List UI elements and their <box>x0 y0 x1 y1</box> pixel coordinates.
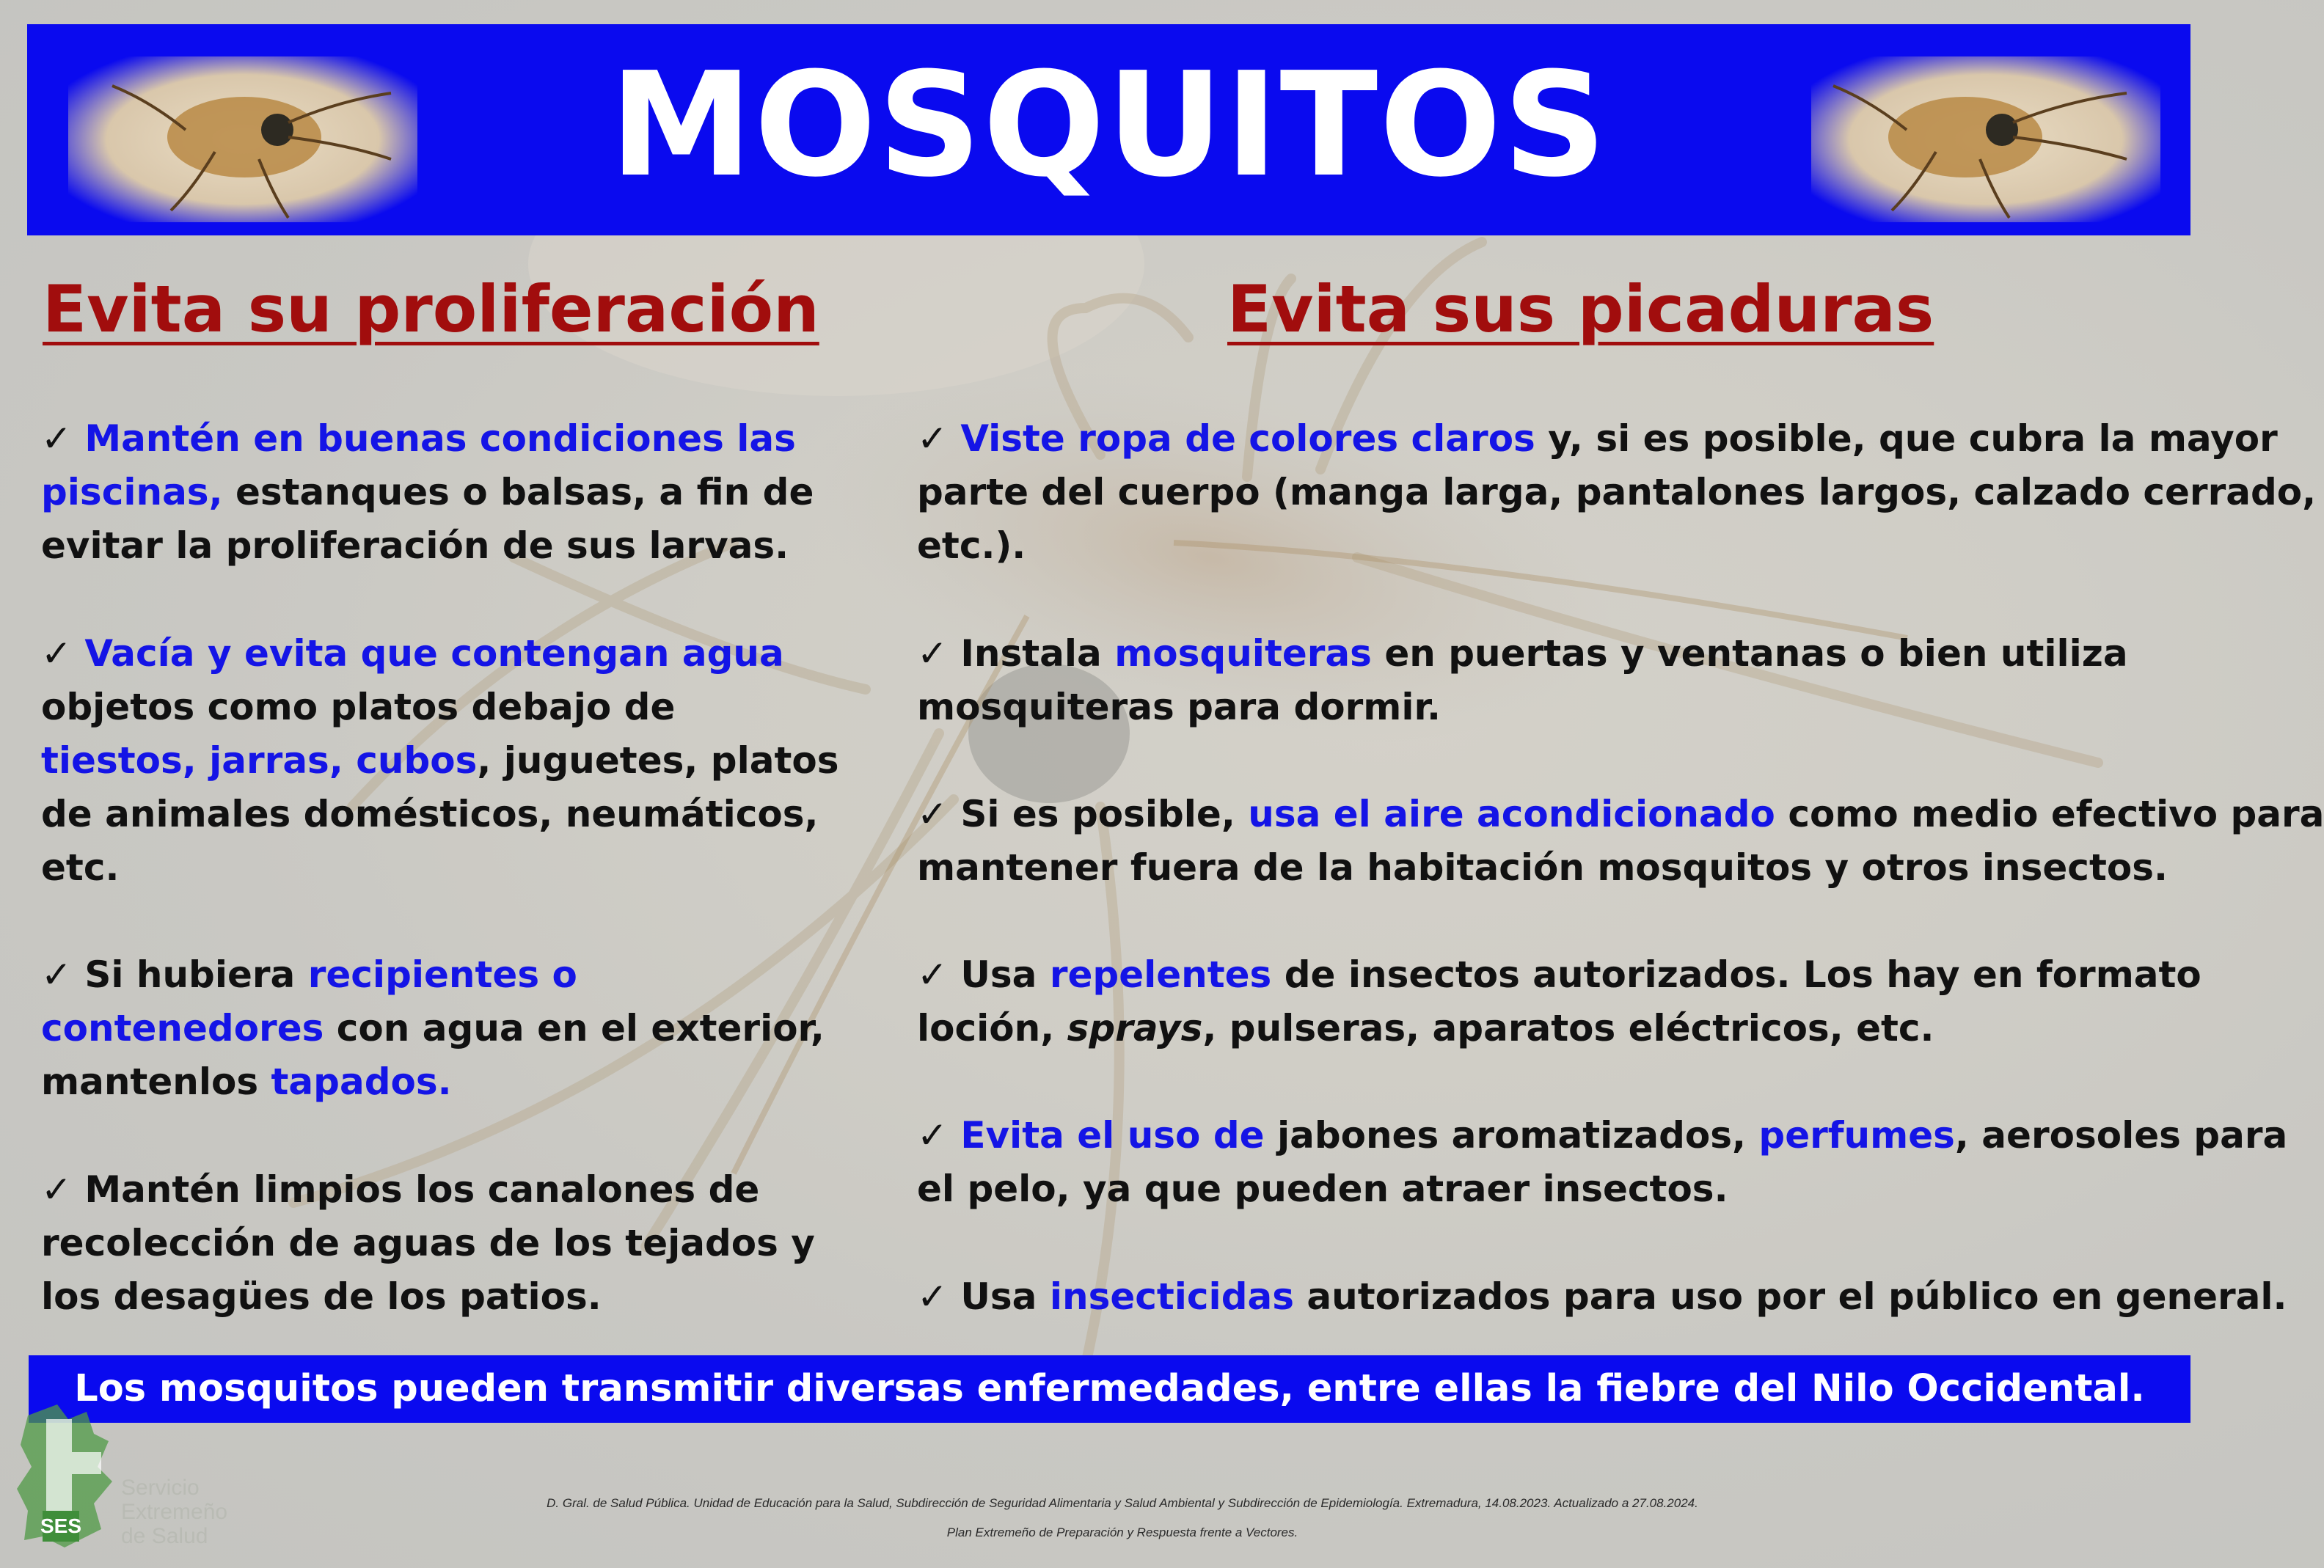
mosquito-photo-right <box>1811 56 2160 222</box>
checkmark-icon: ✓ <box>41 953 85 996</box>
checkmark-icon: ✓ <box>41 1168 85 1211</box>
logo-line-3: de Salud <box>121 1524 208 1548</box>
logo-abbreviation: SES <box>40 1514 82 1537</box>
tip-text: etc.). <box>917 524 1026 567</box>
tip-text: Mantén limpios los canalones de <box>84 1168 760 1211</box>
tip-line <box>41 412 814 466</box>
tip-text: mosquiteras para dormir. <box>917 686 1441 728</box>
tip-line <box>917 1270 2287 1324</box>
tip-text: mantenlos <box>41 1060 271 1103</box>
tip-item <box>41 1163 815 1324</box>
tip-line <box>41 841 838 895</box>
tip-text: con agua en el exterior, <box>324 1007 825 1049</box>
heading-prevent-proliferation: Evita su proliferación <box>43 271 819 347</box>
tip-text: mosquiteras <box>1114 632 1372 675</box>
heading-prevent-bites: Evita sus picaduras <box>1227 271 1934 347</box>
tip-line <box>917 1002 2201 1055</box>
tip-text: Si hubiera <box>84 953 308 996</box>
tip-line <box>917 1162 2287 1216</box>
tip-line <box>41 519 814 573</box>
tip-text: loción, <box>917 1007 1067 1049</box>
tip-text: y, si es posible, que cubra la mayor <box>1535 417 2278 460</box>
tip-line <box>41 1002 825 1055</box>
tip-text: usa el aire acondicionado <box>1248 793 1775 835</box>
tip-text: de animales domésticos, neumáticos, <box>41 793 819 835</box>
tip-text: autorizados para uso por el público en general. <box>1293 1275 2287 1318</box>
checkmark-icon: ✓ <box>917 953 961 996</box>
tip-line <box>41 788 838 841</box>
checkmark-icon: ✓ <box>917 1114 961 1157</box>
tip-line <box>917 627 2128 681</box>
tip-text: de insectos autorizados. Los hay en formato <box>1271 953 2201 996</box>
tip-line <box>917 519 2316 573</box>
tip-text: tiestos, jarras, cubos <box>41 739 478 782</box>
tip-text: , juguetes, platos <box>477 739 839 782</box>
tip-text: etc. <box>41 846 120 889</box>
checkmark-icon: ✓ <box>917 793 961 835</box>
tip-line <box>917 948 2201 1002</box>
tip-line <box>917 681 2128 734</box>
checkmark-icon: ✓ <box>917 417 961 460</box>
tip-text: Usa <box>960 953 1050 996</box>
tip-line <box>41 1270 815 1324</box>
checkmark-icon: ✓ <box>917 1275 961 1318</box>
tip-text: mantener fuera de la habitación mosquitos y otros insectos. <box>917 846 2168 889</box>
tip-line <box>917 1109 2287 1162</box>
tip-text: insecticidas <box>1049 1275 1294 1318</box>
title-banner <box>27 24 2190 235</box>
tip-line <box>41 627 838 681</box>
page-title: MOSQUITOS <box>609 42 1608 209</box>
tip-text: como medio efectivo para <box>1775 793 2324 835</box>
tip-text: jabones aromatizados, <box>1264 1114 1759 1157</box>
tip-text: recolección de aguas de los tejados y <box>41 1222 815 1264</box>
tip-text: Usa <box>960 1275 1050 1318</box>
tip-line <box>41 1055 825 1109</box>
tip-text: Instala <box>960 632 1115 675</box>
tip-item <box>917 948 2201 1055</box>
tip-item <box>917 788 2324 895</box>
tip-line <box>41 1217 815 1270</box>
logo-line-1: Servicio <box>121 1476 200 1500</box>
tip-text: , pulseras, aparatos eléctricos, etc. <box>1202 1007 1934 1049</box>
tip-text: evitar la proliferación de sus larvas. <box>41 524 789 567</box>
tip-text: Evita el uso de <box>960 1114 1265 1157</box>
tip-item <box>917 412 2316 573</box>
tip-item <box>917 1109 2287 1216</box>
tip-item <box>41 948 825 1109</box>
tip-item <box>917 1270 2287 1324</box>
tip-text: Mantén en buenas condiciones las <box>84 417 796 460</box>
tip-text: Viste ropa de colores claros <box>960 417 1535 460</box>
tip-text: Si es posible, <box>960 793 1249 835</box>
tip-text: , aerosoles para <box>1954 1114 2288 1157</box>
disease-warning-banner: Los mosquitos pueden transmitir diversas enfermedades, entre ellas la fiebre del Nilo Occidental. <box>29 1355 2190 1423</box>
logo-line-2: Extremeño <box>121 1500 228 1524</box>
tip-line <box>917 788 2324 841</box>
tip-item <box>917 627 2128 734</box>
tip-line <box>41 734 838 788</box>
tip-text: estanques o balsas, a fin de <box>222 471 814 513</box>
tip-text: recipientes o <box>307 953 577 996</box>
checkmark-icon: ✓ <box>41 417 85 460</box>
tip-item <box>41 627 838 895</box>
tip-line <box>917 841 2324 895</box>
tip-text: piscinas, <box>41 471 223 513</box>
tip-text: Vacía y evita que contengan agua <box>84 632 784 675</box>
checkmark-icon: ✓ <box>41 632 85 675</box>
tip-text: los desagües de los patios. <box>41 1275 602 1318</box>
checkmark-icon: ✓ <box>917 632 961 675</box>
tip-item <box>41 412 814 573</box>
footer-credits: D. Gral. de Salud Pública. Unidad de Educación para la Salud, Subdirección de Seguridad Alimentaria y Salud Ambiental y Subdirección de Epidemiología. Extremadura, 14.08.2023. Actualizado a 27.08.2024. <box>547 1496 1698 1510</box>
tip-text: contenedores <box>41 1007 324 1049</box>
tip-text: objetos como platos debajo de <box>41 686 676 728</box>
tip-text: sprays <box>1067 1007 1203 1049</box>
tip-line <box>41 1163 815 1217</box>
tip-line <box>41 948 825 1002</box>
tip-text: perfumes <box>1758 1114 1955 1157</box>
tip-line <box>917 466 2316 519</box>
tip-text: el pelo, ya que pueden atraer insectos. <box>917 1168 1728 1210</box>
tip-text: repelentes <box>1049 953 1272 996</box>
tip-line <box>917 412 2316 466</box>
tip-line <box>41 466 814 519</box>
tip-text: parte del cuerpo (manga larga, pantalones largos, calzado cerrado, <box>917 471 2317 513</box>
tip-line <box>41 681 838 734</box>
tip-text: tapados. <box>271 1060 452 1103</box>
tip-text: en puertas y ventanas o bien utiliza <box>1371 632 2128 675</box>
footer-plan: Plan Extremeño de Preparación y Respuesta frente a Vectores. <box>946 1525 1298 1539</box>
logo-text <box>121 1476 227 1548</box>
